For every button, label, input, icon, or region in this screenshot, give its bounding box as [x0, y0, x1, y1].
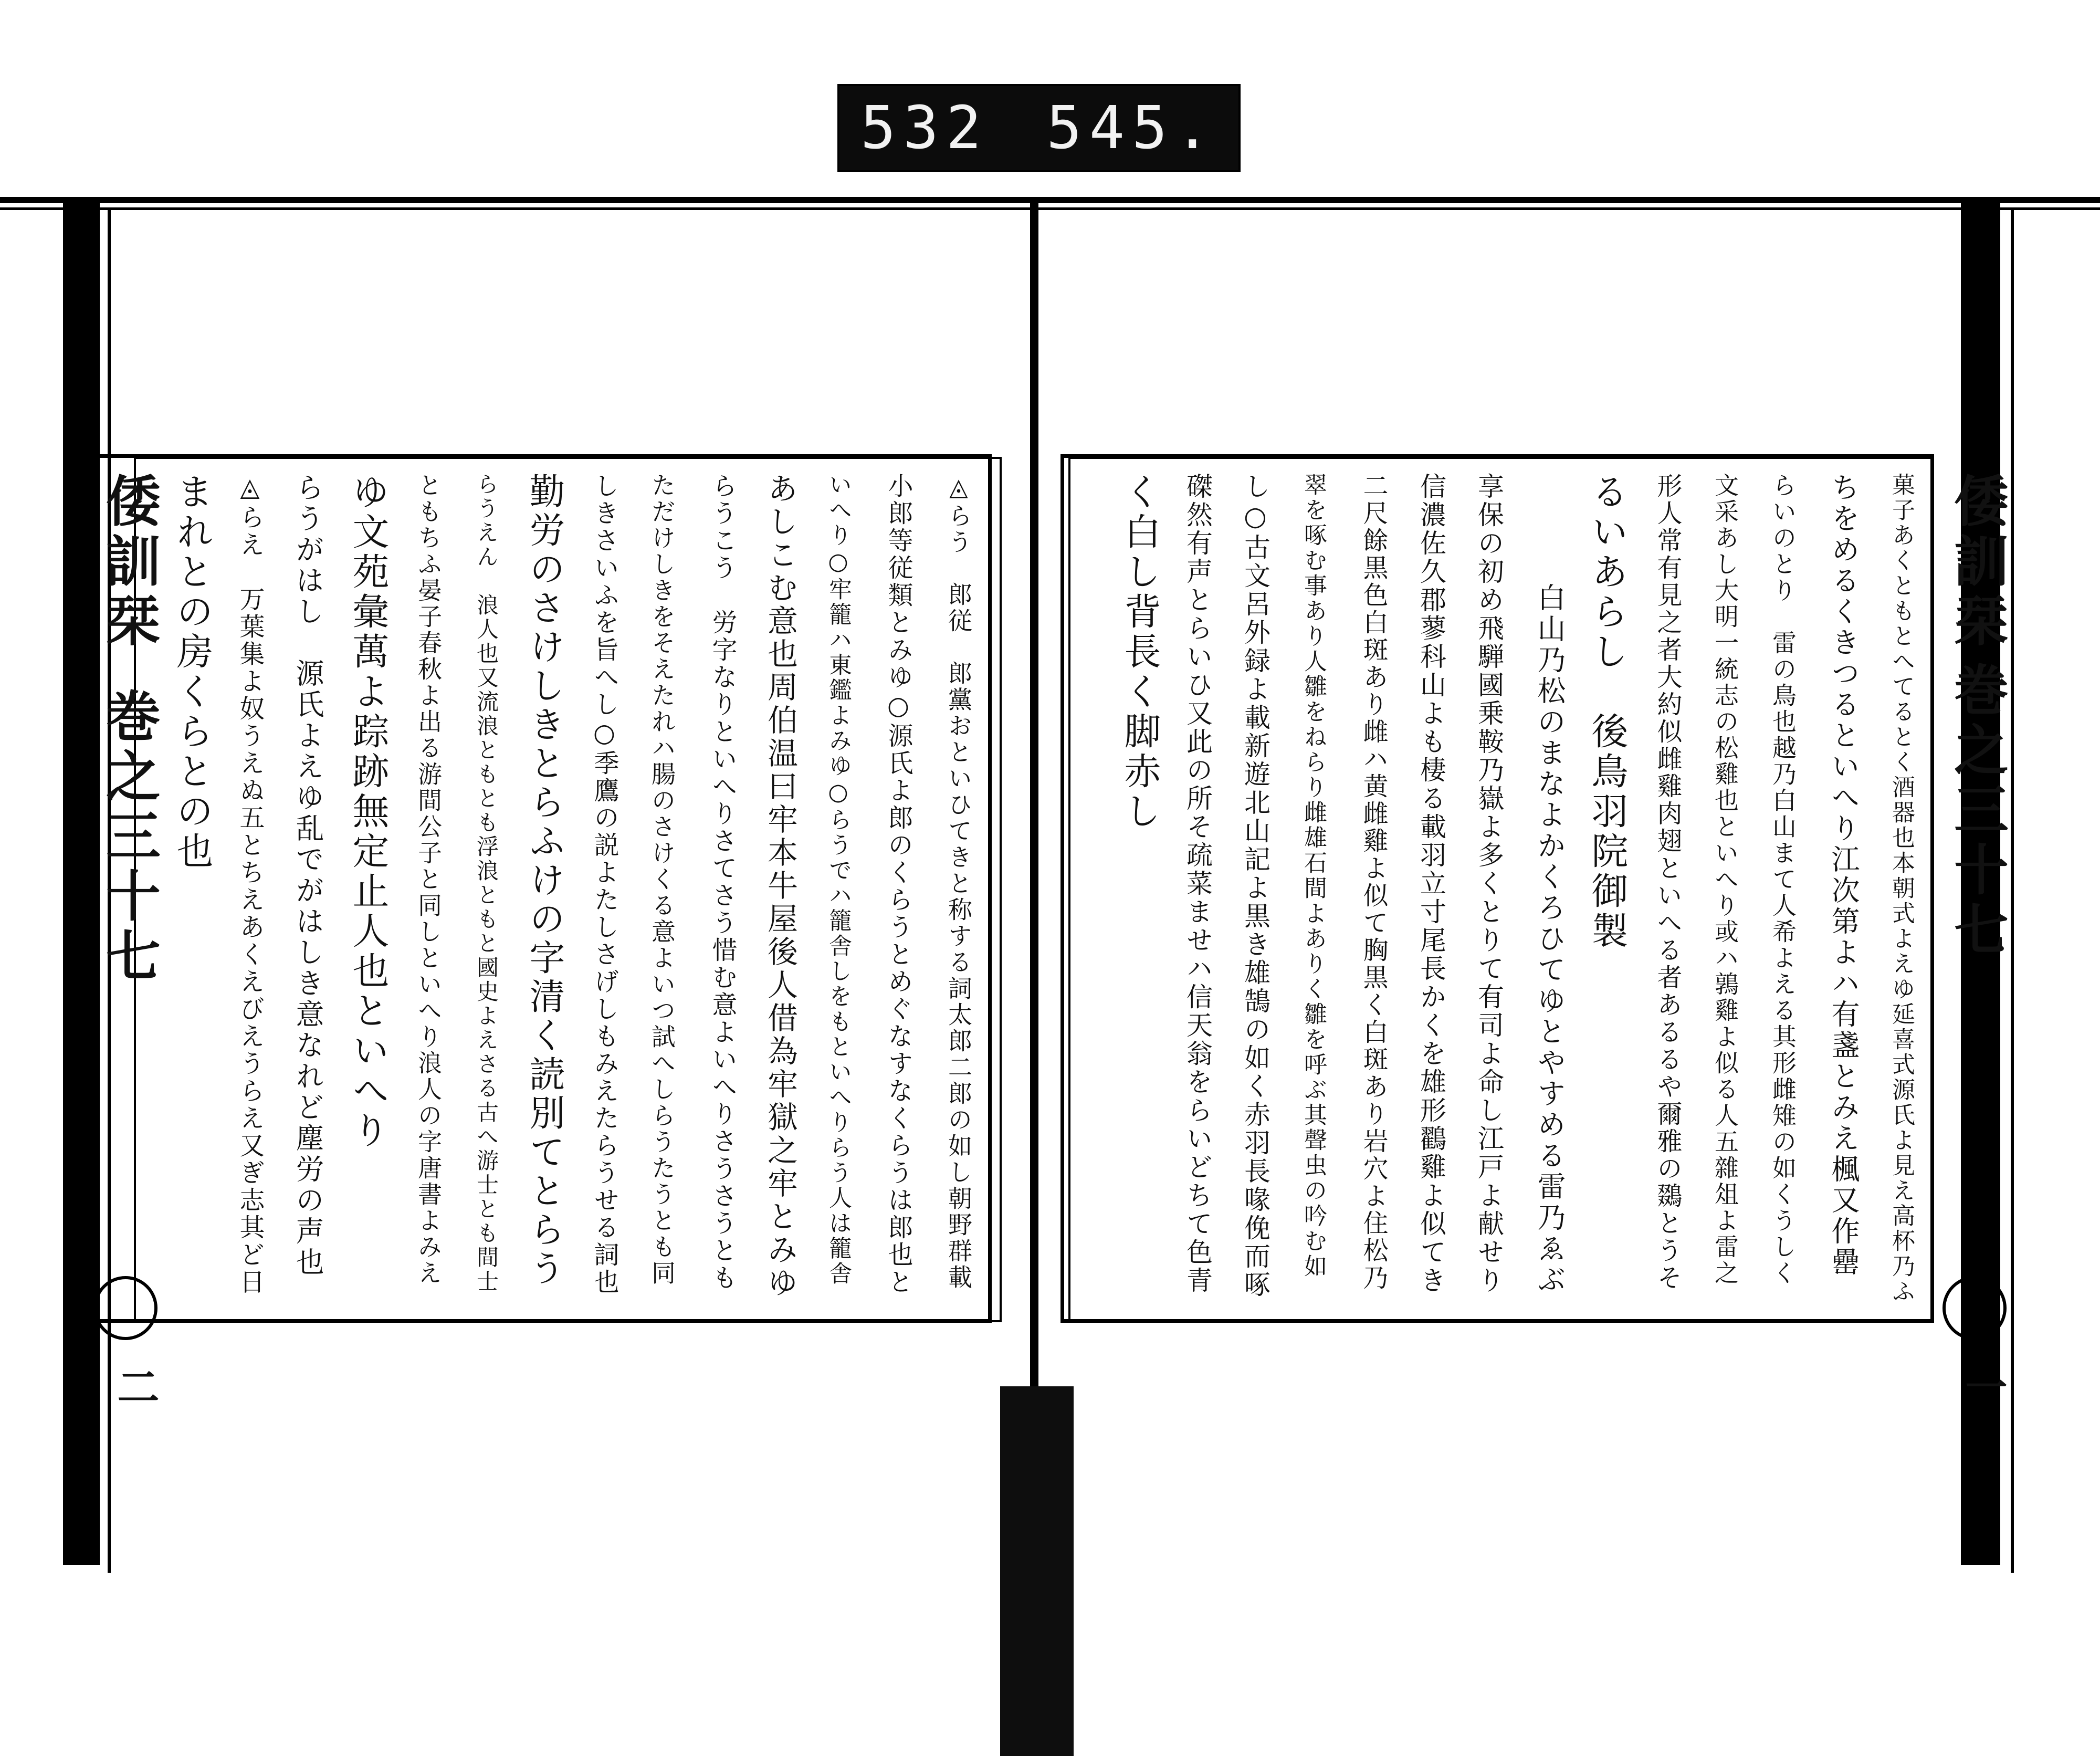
left-text-column: らうがはし 源氏よえゆ乱でがはしき意なれど塵労の声也 — [291, 473, 324, 1278]
archive-number-label — [837, 84, 1241, 172]
left-page-circle-mark — [93, 1276, 158, 1340]
right-text-column: 白山乃松のまなよかくろひてゆとやすめる雷乃ゑぶ — [1533, 583, 1566, 1295]
right-text-column: 信濃佐久郡蓼科山よも棲る載羽立寸尾長かくを雄形鸐雞よ似てき — [1416, 473, 1446, 1295]
left-text-column: あしこむ意也周伯温曰牢本牛屋後人借為牢獄之牢とみゆ — [762, 473, 798, 1300]
left-text-column: ◬らう 郎従 郎黨おといひてきと称する詞太郎二郎の如し朝野群載 — [944, 473, 973, 1291]
top-edge-line — [0, 197, 2100, 203]
right-text-column: 翠を啄む事あり人雛をねらり雌雄石間よありく雛を呼ぶ其聲虫の吟む如 — [1300, 473, 1327, 1279]
left-text-column: 小郎等従類とみゆ○源氏よ郎のくらうとめぐなすなくらうは郎也と — [884, 473, 913, 1296]
right-text-column: ちをめるくきつるといへり江次第よハ有盞とみえ楓又作罍 — [1827, 473, 1860, 1278]
archive-number-right: 545. — [1046, 94, 1217, 162]
left-page-folio: 二 — [110, 1365, 160, 1407]
right-text-column: 二尺餘黒色白斑あり雌ハ黄雌雞よ似て胸黒く白斑あり岩穴よ住松乃 — [1359, 473, 1388, 1292]
right-text-column: し○古文呂外録よ載新遊北山記よ黒き雄鵠の如く赤羽長喙俛而啄 — [1240, 473, 1270, 1299]
archive-number-left: 532 — [860, 94, 989, 162]
left-page-volume: 巻之三十七 — [97, 688, 161, 987]
right-text-column: 磔然有声とらいひ又此の所そ疏菜ませハ信天翁をらいどちて色青 — [1182, 473, 1213, 1295]
binding-shadow-block — [1000, 1386, 1074, 1756]
right-page-volume: 巻之三十七 — [1945, 662, 2009, 961]
right-text-column: く白し背長く脚赤し — [1118, 473, 1161, 832]
left-text-column: いへり○牢籠ハ東鑑よみゆ○らうでハ籠舎しをもといへりらう人は籠舎 — [825, 473, 852, 1287]
left-text-column: 勤労のさけしきとらふけの字清く読別てとらう — [523, 473, 565, 1289]
right-text-column: るいあらし 後鳥羽院御製 — [1586, 473, 1629, 952]
right-text-column: 文采あし大明一統志の松雞也といへり或ハ鶉雞よ似る人五雜俎よ雷之 — [1711, 473, 1739, 1287]
left-page-title: 倭訓栞 — [97, 473, 161, 652]
right-page-title: 倭訓栞 — [1945, 473, 2009, 652]
left-text-column: ともちふ晏子春秋よ出る游間公子と同しといへり浪人の字唐書よみえ — [414, 473, 443, 1287]
left-text-column: らうこう 労字なりといへりさてさう惜む意よいへりさうさうとも — [708, 473, 737, 1292]
left-text-column: しきさいふを旨へし○季鷹の説よたしさげしもみえたらうせる詞也 — [590, 473, 619, 1296]
center-binding-line — [1030, 200, 1038, 1407]
right-page-folio: 一 — [1958, 1365, 2008, 1407]
left-text-column: ただけしきをそえたれハ腸のさけくる意よいつ試へしらうたうとも同 — [648, 473, 676, 1287]
right-text-column: 享保の初め飛騨國乗鞍乃嶽よ多くとりて有司よ命し江戸よ献せり — [1474, 473, 1504, 1295]
top-edge-line-thin — [0, 207, 2100, 210]
left-text-column: ◬らえ 万葉集よ奴うえぬ五とちえあくえびえうらえ又ぎ志其ど日 — [235, 473, 265, 1296]
left-text-column: まれとの房くらとの也 — [171, 473, 214, 872]
right-text-column: 菓子あくともとへてるとく酒器也本朝式よえゆ延喜式源氏よ見え高杯乃ふ — [1888, 473, 1915, 1304]
left-text-column: らうえん 浪人也又流浪ともとも浮浪ともと國史よえさる古へ游士とも間士 — [474, 473, 499, 1294]
right-page-circle-mark — [1942, 1276, 2007, 1340]
right-text-column: 形人常有見之者大約似雌雞肉翅といへる者あるるや爾雅の鵽とうそ — [1653, 473, 1682, 1292]
left-text-column: ゆ文苑彙萬よ踪跡無定止人也といへり — [346, 473, 390, 1151]
right-text-column: らいのとり 雷の鳥也越乃白山まて人希よえる其形雌雉の如くうしく — [1769, 473, 1797, 1287]
